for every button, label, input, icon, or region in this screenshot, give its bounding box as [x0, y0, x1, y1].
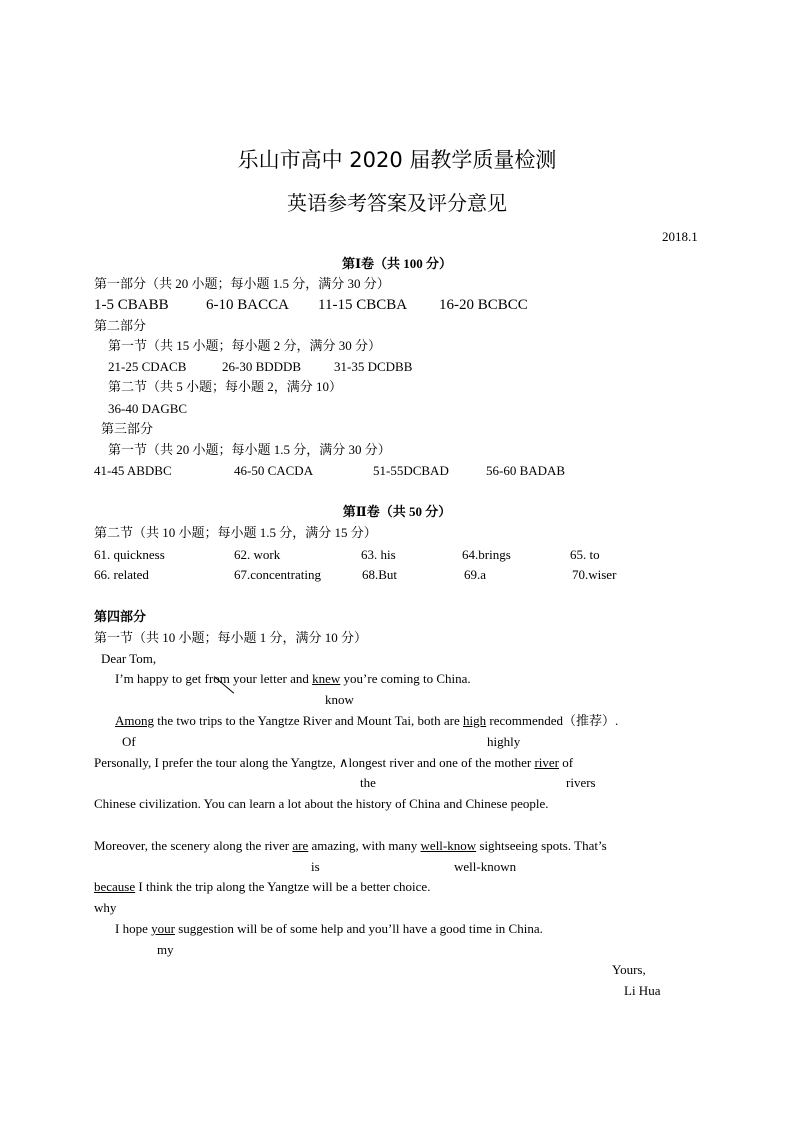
answer-63: 63. his — [361, 547, 396, 562]
letter-line-1: I’m happy to get from your letter and knew you’re coming to China. — [115, 671, 471, 686]
correction-word: is — [311, 859, 320, 874]
letter-line-3: Personally, I prefer the tour along the Yangtze, ∧longest river and one of the mother river of — [94, 755, 574, 770]
page-subtitle: 英语参考答案及评分意见 — [287, 191, 507, 215]
part1-answer-3: 11-15 CBCBA — [318, 297, 408, 313]
part1-answer-2: 6-10 BACCA — [206, 297, 289, 313]
date: 2018.1 — [662, 229, 698, 244]
answer-70: 70.wiser — [572, 567, 617, 582]
part3-answer-2: 46-50 CACDA — [234, 463, 314, 478]
part2-label: 第二部分 — [94, 318, 147, 333]
error-word: high — [463, 713, 487, 728]
letter-salutation: Dear Tom, — [101, 651, 157, 666]
answer-62: 62. work — [234, 547, 281, 562]
part3-sec1-label: 第一节（共 20 小题；每小题 1.5 分，满分 30 分） — [108, 442, 391, 457]
error-word: because — [94, 879, 136, 894]
error-word: well-know — [420, 838, 477, 853]
answer-66: 66. related — [94, 567, 149, 582]
error-word: are — [292, 838, 309, 853]
error-word: your — [151, 921, 175, 936]
answer-64: 64.brings — [462, 547, 511, 562]
correction-word: know — [325, 692, 354, 707]
error-word: river — [534, 755, 559, 770]
part2-sec1-answer-1: 21-25 CDACB — [108, 359, 187, 374]
letter-closing: Yours, — [612, 962, 646, 977]
correction-word: Of — [122, 734, 136, 749]
part3-answer-4: 56-60 BADAB — [486, 463, 566, 478]
part3-answer-1: 41-45 ABDBC — [94, 463, 172, 478]
letter-signature: Li Hua — [624, 983, 661, 998]
letter-line-5: Moreover, the scenery along the river are amazing, with many well-know sightseeing spots. That’s — [94, 838, 607, 853]
volume2-heading: 第Ⅱ卷（共 50 分） — [342, 504, 452, 519]
part1-label: 第一部分（共 20 小题；每小题 1.5 分，满分 30 分） — [94, 276, 390, 291]
part1-answer-1: 1-5 CBABB — [94, 297, 169, 313]
answer-61: 61. quickness — [94, 547, 165, 562]
answer-69: 69.a — [464, 567, 487, 582]
correction-word: why — [94, 900, 117, 915]
letter-line-2: Among the two trips to the Yangtze River and Mount Tai, both are high recommended（推荐）. — [115, 713, 619, 728]
error-word: knew — [312, 671, 341, 686]
correction-word: rivers — [566, 775, 596, 790]
part2-sec1-answer-2: 26-30 BDDDB — [222, 359, 302, 374]
part2-sec1-answer-3: 31-35 DCDBB — [334, 359, 413, 374]
letter-line-7: I hope your suggestion will be of some help and you’ll have a good time in China. — [115, 921, 543, 936]
part2-sec2-answer-1: 36-40 DAGBC — [108, 401, 188, 416]
part3-answer-3: 51-55DCBAD — [373, 463, 449, 478]
volume2-sec2-label: 第二节（共 10 小题；每小题 1.5 分，满分 15 分） — [94, 525, 377, 540]
letter-line-4: Chinese civilization. You can learn a lot about the history of China and Chinese people. — [94, 796, 549, 811]
correction-word: well-known — [454, 859, 517, 874]
volume1-heading: 第Ⅰ卷（共 100 分） — [341, 256, 453, 271]
part1-answer-4: 16-20 BCBCC — [439, 297, 528, 313]
error-word: Among — [115, 713, 154, 728]
letter-line-6: because I think the trip along the Yangtze will be a better choice. — [94, 879, 431, 894]
part4-sec1-label: 第一节（共 10 小题；每小题 1 分，满分 10 分） — [94, 630, 368, 645]
answer-68: 68.But — [362, 567, 398, 582]
correction-word: my — [157, 942, 174, 957]
part2-sec1-label: 第一节（共 15 小题；每小题 2 分，满分 30 分） — [108, 338, 382, 353]
answer-67: 67.concentrating — [234, 567, 321, 582]
correction-word: the — [360, 775, 376, 790]
correction-word: highly — [487, 734, 521, 749]
answer-65: 65. to — [570, 547, 600, 562]
part3-label: 第三部分 — [101, 421, 154, 436]
page-title: 乐山市高中 2020 届教学质量检测 — [237, 148, 557, 172]
part4-label: 第四部分 — [94, 609, 147, 624]
part2-sec2-label: 第二节（共 5 小题；每小题 2，满分 10） — [108, 379, 343, 394]
